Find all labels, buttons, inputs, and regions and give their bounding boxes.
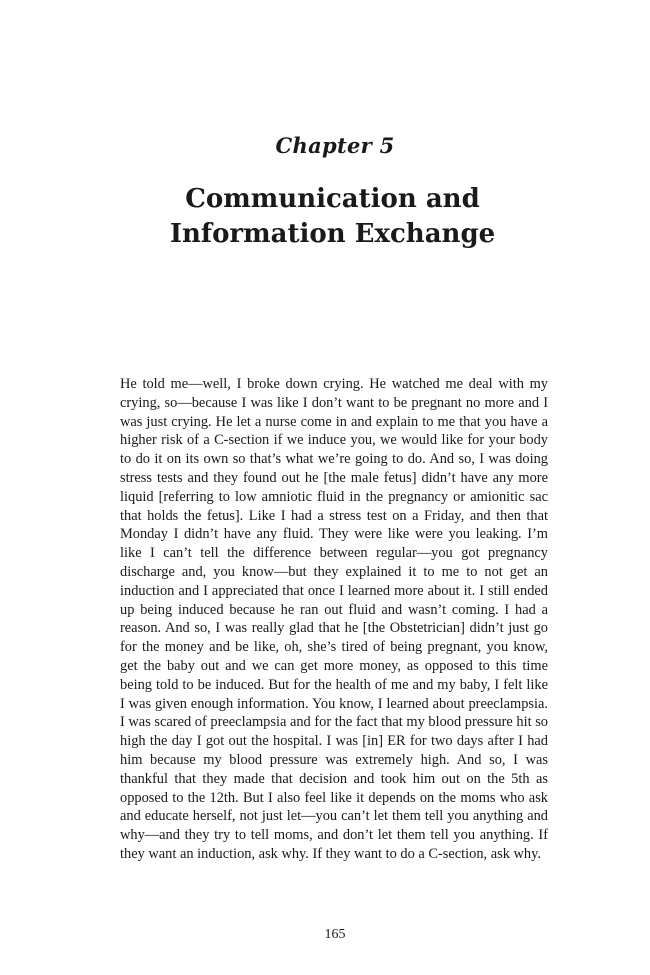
chapter-title-line-1: Communication and bbox=[185, 184, 480, 214]
page-number: 165 bbox=[324, 927, 346, 942]
interview-quote-paragraph: He told me—well, I broke down crying. He watched me deal with my crying, so—because I was like I don’t want to be pregnant no more and I was just crying. He let a nurse come in and explain to me that you have a higher risk of a C-section if we induce you, we would like for your body to do it on its own so that’s what we’re going to do. And so, I was doing stress tests and they found out he [the male fetus] didn’t have any more liquid [referring to low amniotic fluid in the pregnancy or amionitic sac that holds the fetus]. Like I had a stress test on a Friday, and then that Monday I didn’t have any fluid. They were like were you leaking. I’m like I can’t tell the difference between regular—you got pregnancy discharge and, you know—but they explained it to me to not get an induction and I appreciated that once I learned more about it. I still ended up being induced because he ran out fluid and wasn’t coming. I had a reason. And so, I was really glad that he [the Obstetrician] didn’t just go for the money and be like, oh, she’s tired of being pregnant, you know, get the baby out and we can get more money, as opposed to this time being told to be induced. But for the health of me and my baby, I felt like I was given enough information. You know, I learned about preeclampsia. I was scared of preeclampsia and for the fact that my blood pressure hit so high the day I got out the hospital. I was [in] ER for two days after I had him because my blood pressure was extremely high. And so, I was thankful that they made that decision and took him out on the 5th as opposed to the 12th. But I also feel like it depends on the moms who ask and educate herself, not just let—you can’t let them tell you anything and why—and they try to tell moms, and don’t let them tell you anything. If they want an induction, ask why. If they want to do a C-section, ask why. bbox=[120, 376, 548, 862]
chapter-title-line-2: Information Exchange bbox=[169, 219, 496, 249]
chapter-title bbox=[0, 182, 650, 252]
chapter-label: Chapter 5 bbox=[275, 133, 395, 158]
